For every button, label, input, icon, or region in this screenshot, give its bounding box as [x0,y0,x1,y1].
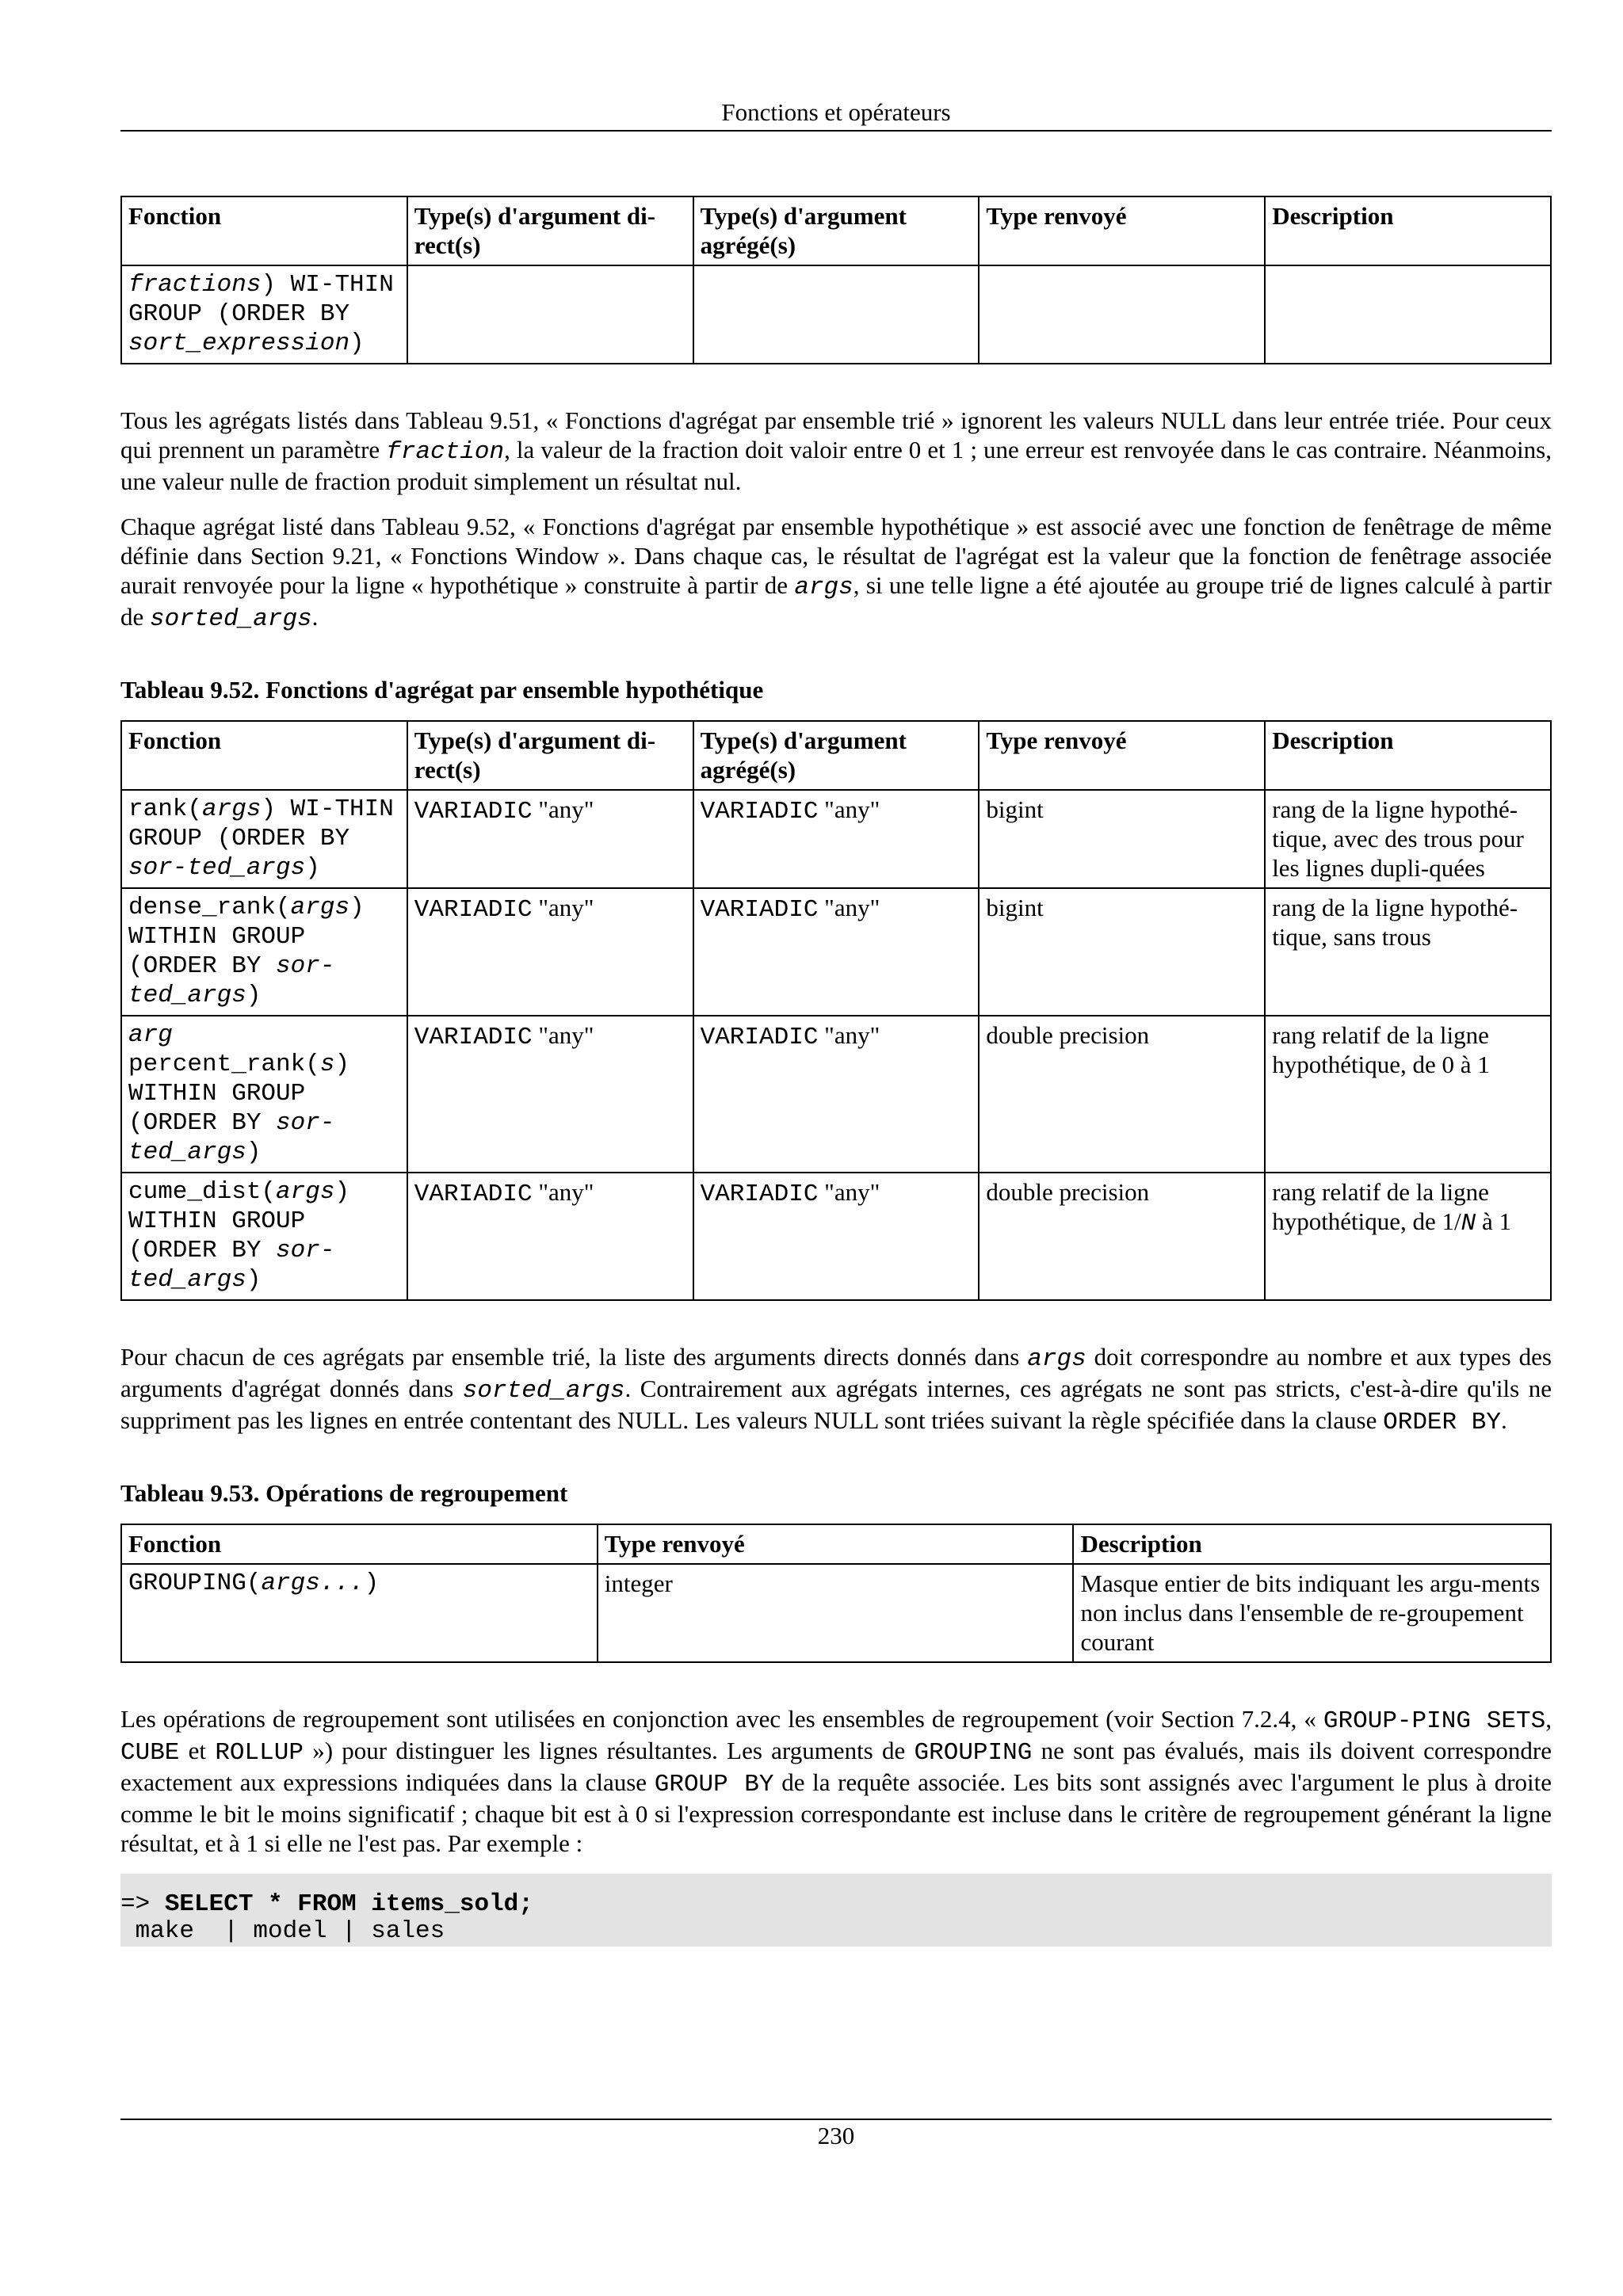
function-signature: GROUPING(args...) [121,1564,598,1662]
paragraph-direct-args: Pour chacun de ces agrégats par ensemble trié, la liste des arguments directs donnés dans args doit correspondre au nombre et aux types des arguments d'agrégat donnés dans sorted_args. Contrairement aux agrégats internes, ces agrégats ne sont pas stricts, c'est-à-dire qu'ils ne suppriment pas les lignes en entrée contentant des NULL. Les valeurs NULL sont triées suivant la règle spécifiée dans la clause ORDER BY. [120,1343,1552,1436]
paragraph-hypothetical: Chaque agrégat listé dans Tableau 9.52, « Fonctions d'agrégat par ensemble hypothétique » est associé avec une fonction de fenêtrage de même définie dans Section 9.21, « Fonctions Window ». Dans chaque cas, le résultat de l'agrégat est la valeur que la fonction de fenêtrage associée aurait renvoyée pour la ligne « hypothétique » construite à partir de args, si une telle ligne a été ajoutée au groupe trié de lignes calculé à partir de sorted_args. [120,513,1552,633]
table-row [121,790,1551,888]
table-row [121,888,1551,1016]
function-signature: dense_rank(args) WITHIN GROUP (ORDER BY sor-ted_args) [121,888,407,1016]
empty-cell [1265,265,1551,364]
function-signature: rank(args) WI-THIN GROUP (ORDER BY sor-ted_args) [121,790,407,888]
page-number: 230 [817,2122,855,2149]
col-header-fonction: Fonction [121,196,407,265]
table-row [121,1564,1551,1662]
direct-arg-type: VARIADIC "any" [407,1173,693,1300]
col-header-fonction: Fonction [121,1524,598,1564]
return-type: bigint [979,888,1265,1016]
inline-code: GROUP BY [654,1771,774,1798]
table-9-51-continued [120,196,1552,364]
empty-cell [693,265,980,364]
col-header-return-type: Type renvoyé [598,1524,1074,1564]
description: rang relatif de la ligne hypothétique, de 1/N à 1 [1265,1173,1551,1300]
inline-code: ORDER BY [1383,1409,1501,1436]
inline-code: args [1027,1345,1086,1373]
code-example: => SELECT * FROM items_sold; make | model | sales [120,1874,1552,1947]
inline-code: sorted_args [150,605,312,633]
return-type: double precision [979,1016,1265,1173]
empty-cell [407,265,693,364]
col-header-description: Description [1265,721,1551,790]
aggregated-arg-type: VARIADIC "any" [693,1016,980,1173]
inline-code: sorted_args [462,1377,625,1405]
col-header-description: Description [1073,1524,1551,1564]
table-row [121,1016,1551,1173]
aggregated-arg-type: VARIADIC "any" [693,1173,980,1300]
inline-code: GROUP-PING SETS [1323,1707,1546,1735]
function-signature [121,265,407,364]
inline-code: CUBE [120,1739,180,1767]
col-header-direct-args: Type(s) d'argument di-rect(s) [407,196,693,265]
inline-code: GROUPING [914,1739,1033,1767]
direct-arg-type: VARIADIC "any" [407,888,693,1016]
table-row [121,1173,1551,1300]
arg-name: fractions [128,271,262,299]
empty-cell [979,265,1265,364]
col-header-return-type: Type renvoyé [979,196,1265,265]
aggregated-arg-type: VARIADIC "any" [693,790,980,888]
col-header-aggregated-args: Type(s) d'argument agrégé(s) [693,196,980,265]
inline-code: args [794,574,854,601]
table-9-52 [120,720,1552,1301]
inline-code: fraction [386,438,505,466]
table-9-53 [120,1524,1552,1663]
col-header-fonction: Fonction [121,721,407,790]
paragraph-grouping: Les opérations de regroupement sont utilisées en conjonction avec les ensembles de regroupement (voir Section 7.2.4, « GROUP-PING SETS, CUBE et ROLLUP ») pour distinguer les lignes résultantes. Les arguments de GROUPING ne sont pas évalués, mais ils doivent correspondre exactement aux expressions indiquées dans la clause GROUP BY de la requête associée. Les bits sont assignés avec l'argument le plus à droite comme le bit le moins significatif ; chaque bit est à 0 si l'expression correspondante est incluse dans le critère de regroupement générant la ligne résultat, et à 1 si elle ne l'est pas. Par exemple : [120,1705,1552,1857]
function-signature: cume_dist(args) WITHIN GROUP (ORDER BY sor-ted_args) [121,1173,407,1300]
page-content [120,196,1552,1947]
table-header-row [121,196,1551,265]
description: rang relatif de la ligne hypothétique, de 0 à 1 [1265,1016,1551,1173]
inline-code: ROLLUP [215,1739,304,1767]
direct-arg-type: VARIADIC "any" [407,1016,693,1173]
signature-text: ) WI-THIN GROUP (ORDER BY [128,271,394,328]
table-caption: Tableau 9.53. Opérations de regroupement [120,1479,568,1507]
col-header-return-type: Type renvoyé [979,721,1265,790]
arg-name: sort_expression [128,330,350,357]
paragraph-null-handling: Tous les agrégats listés dans Tableau 9.51, « Fonctions d'agrégat par ensemble trié » ignorent les valeurs NULL dans leur entrée triée. Pour ceux qui prennent un paramètre fraction, la valeur de la fraction doit valoir entre 0 et 1 ; une erreur est renvoyée dans le cas contraire. Néanmoins, une valeur nulle de fraction produit simplement un résultat nul. [120,406,1552,495]
description: rang de la ligne hypothé-tique, avec des trous pour les lignes dupli-quées [1265,790,1551,888]
col-header-aggregated-args: Type(s) d'argument agrégé(s) [693,721,980,790]
aggregated-arg-type: VARIADIC "any" [693,888,980,1016]
col-header-description: Description [1265,196,1551,265]
return-type: integer [598,1564,1074,1662]
description: Masque entier de bits indiquant les argu-ments non inclus dans l'ensemble de re-groupement courant [1073,1564,1551,1662]
table-row [121,265,1551,364]
direct-arg-type: VARIADIC "any" [407,790,693,888]
function-signature: arg percent_rank(s) WITHIN GROUP (ORDER BY sor-ted_args) [121,1016,407,1173]
table-caption: Tableau 9.52. Fonctions d'agrégat par ensemble hypothétique [120,676,764,704]
running-header: Fonctions et opérateurs [120,93,1552,132]
return-type: double precision [979,1173,1265,1300]
signature-text: ) [349,330,365,357]
return-type: bigint [979,790,1265,888]
description: rang de la ligne hypothé-tique, sans trous [1265,888,1551,1016]
col-header-direct-args: Type(s) d'argument di-rect(s) [407,721,693,790]
table-header-row [121,1524,1551,1564]
table-header-row [121,721,1551,790]
